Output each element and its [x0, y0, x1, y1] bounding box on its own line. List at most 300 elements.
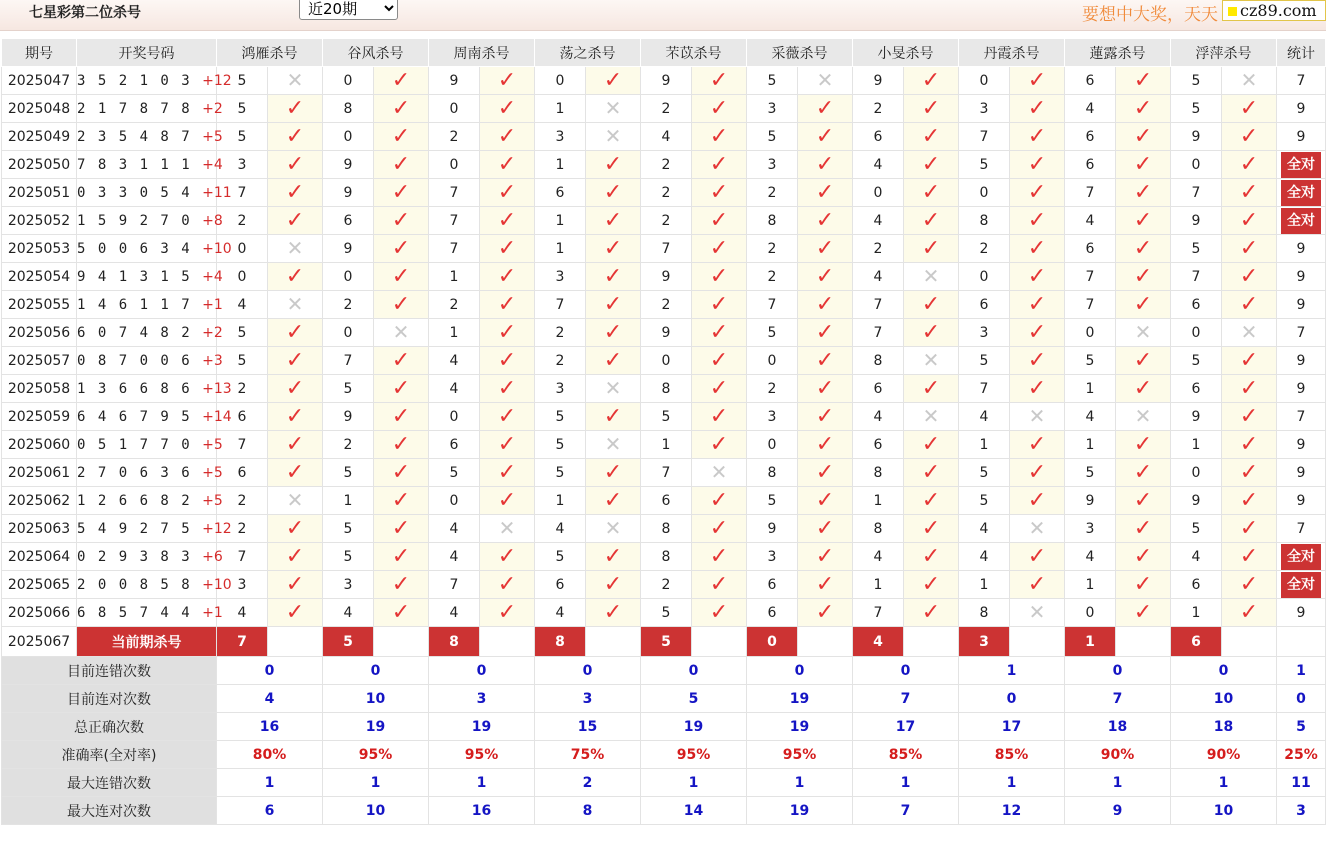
kill-number: 9: [1171, 487, 1222, 515]
tick-icon: ✓: [1239, 179, 1259, 205]
kill-number: 7: [1171, 179, 1222, 207]
tick-icon: ✓: [709, 263, 729, 289]
tick-icon-cell: [480, 207, 535, 235]
tick-icon-cell: [1010, 319, 1065, 347]
tick-icon: ✓: [603, 207, 623, 233]
tick-icon-cell: [1222, 543, 1277, 571]
period-select[interactable]: [299, 0, 398, 20]
tick-icon: ✓: [815, 207, 835, 233]
kill-number: 5: [217, 319, 268, 347]
kill-number: 1: [1065, 375, 1116, 403]
tick-icon-cell: [268, 431, 323, 459]
tick-icon: ✓: [1239, 95, 1259, 121]
summary-value: 19: [323, 713, 429, 741]
issue-cell: 2025047: [2, 67, 77, 95]
draw-cell: [77, 347, 223, 375]
table-row: [2, 431, 1326, 459]
row-stat: 7: [1277, 403, 1326, 431]
kill-number: 0: [535, 67, 586, 95]
tick-icon-cell: [692, 431, 747, 459]
tick-icon-cell: [268, 515, 323, 543]
draw-bonus: +8: [202, 212, 223, 229]
draw-bonus: +11: [202, 184, 232, 201]
promo-banner[interactable]: 要想中大奖，天天: [1082, 5, 1218, 25]
draw-cell: [77, 67, 232, 95]
tick-icon: ✓: [921, 543, 941, 569]
header-draw: 开奖号码: [77, 39, 217, 67]
tick-icon: ✓: [1239, 235, 1259, 261]
table-row: [2, 515, 1326, 543]
kill-number: 6: [429, 431, 480, 459]
table-row: [2, 571, 1326, 599]
tick-icon: ✓: [285, 347, 305, 373]
site-badge[interactable]: [1222, 0, 1326, 21]
tick-icon-cell: [904, 179, 959, 207]
kill-number: 2: [429, 123, 480, 151]
kill-number: 0: [323, 67, 374, 95]
tick-icon-cell: [798, 319, 853, 347]
tick-icon: ✓: [391, 571, 411, 597]
cross-icon: ✕: [498, 516, 516, 540]
draw-cell: [77, 95, 223, 123]
tick-icon-cell: [480, 375, 535, 403]
kill-number: 9: [323, 403, 374, 431]
kill-number: 4: [217, 291, 268, 319]
tick-icon: ✓: [921, 291, 941, 317]
tick-icon-cell: [1222, 459, 1277, 487]
tick-icon: ✓: [497, 179, 517, 205]
tick-icon: ✓: [921, 487, 941, 513]
kill-number: 5: [217, 347, 268, 375]
draw-bonus: +2: [202, 100, 223, 117]
kill-number: 5: [535, 403, 586, 431]
tick-icon-cell: [268, 179, 323, 207]
tick-icon: ✓: [1027, 291, 1047, 317]
tick-icon-cell: [798, 123, 853, 151]
tick-icon: ✓: [1027, 67, 1047, 93]
tick-icon-cell: [480, 347, 535, 375]
tick-icon-cell: [692, 263, 747, 291]
kill-number: 7: [429, 235, 480, 263]
tick-icon-cell: [904, 207, 959, 235]
tick-icon-cell: [480, 431, 535, 459]
tick-icon-cell: [1010, 235, 1065, 263]
cross-icon: ✕: [1028, 600, 1046, 624]
tick-icon-cell: [1010, 571, 1065, 599]
row-stat: 9: [1277, 459, 1326, 487]
tick-icon: ✓: [603, 235, 623, 261]
kill-number: 6: [853, 431, 904, 459]
kill-number: 4: [217, 599, 268, 627]
kill-number: 5: [1065, 459, 1116, 487]
tick-icon: ✓: [1027, 487, 1047, 513]
tick-icon-cell: [268, 263, 323, 291]
kill-number: 5: [747, 67, 798, 95]
tick-icon: ✓: [391, 459, 411, 485]
cross-icon: ✕: [1028, 516, 1046, 540]
draw-cell: [77, 431, 223, 459]
tick-icon: ✓: [1027, 571, 1047, 597]
cross-icon-cell: [692, 459, 747, 487]
draw-cell: [77, 319, 223, 347]
kill-number: 6: [747, 571, 798, 599]
cross-icon-cell: [904, 403, 959, 431]
cross-icon-cell: [586, 95, 641, 123]
tick-icon: ✓: [921, 459, 941, 485]
kill-number: 5: [323, 375, 374, 403]
summary-value: 5: [641, 685, 747, 713]
draw-cell: [77, 375, 232, 403]
summary-value: 1: [1171, 769, 1277, 797]
tick-icon-cell: [1116, 235, 1171, 263]
kill-number: 4: [1065, 403, 1116, 431]
current-gap: [1010, 627, 1065, 657]
kill-number: 8: [641, 375, 692, 403]
tick-icon-cell: [904, 543, 959, 571]
header-issue: 期号: [2, 39, 77, 67]
tick-icon: ✓: [285, 403, 305, 429]
kill-number: 4: [535, 599, 586, 627]
kill-number: 1: [535, 487, 586, 515]
tick-icon-cell: [268, 151, 323, 179]
row-stat: [1277, 571, 1326, 599]
tick-icon: ✓: [815, 291, 835, 317]
kill-number: 9: [641, 263, 692, 291]
row-stat: 7: [1277, 67, 1326, 95]
tick-icon-cell: [904, 123, 959, 151]
kill-number: 6: [323, 207, 374, 235]
tick-icon-cell: [268, 599, 323, 627]
header-row: [2, 39, 1326, 67]
draw-digits: 9 4 1 3 1 5: [77, 268, 203, 285]
draw-bonus: +14: [202, 408, 232, 425]
cross-icon: ✕: [922, 404, 940, 428]
kill-number: 5: [217, 95, 268, 123]
tick-icon: ✓: [709, 515, 729, 541]
tick-icon: ✓: [709, 347, 729, 373]
summary-value: 19: [747, 685, 853, 713]
cross-icon-cell: [586, 375, 641, 403]
tick-icon-cell: [1116, 543, 1171, 571]
tick-icon: ✓: [497, 403, 517, 429]
kill-number: 0: [959, 263, 1010, 291]
tick-icon: ✓: [921, 571, 941, 597]
kill-number: 6: [1065, 235, 1116, 263]
tick-icon: ✓: [497, 459, 517, 485]
tick-icon: ✓: [391, 291, 411, 317]
tick-icon-cell: [798, 179, 853, 207]
kill-number: 0: [429, 403, 480, 431]
summary-value: 2: [535, 769, 641, 797]
tick-icon-cell: [374, 95, 429, 123]
kill-number: 9: [1171, 123, 1222, 151]
tick-icon: ✓: [1239, 515, 1259, 541]
tick-icon: ✓: [603, 571, 623, 597]
tick-icon: ✓: [1239, 543, 1259, 569]
summary-row: [2, 657, 1326, 685]
summary-row: [2, 797, 1326, 825]
draw-cell: [77, 515, 232, 543]
cross-icon: ✕: [286, 488, 304, 512]
kill-number: 0: [323, 263, 374, 291]
kill-number: 0: [747, 347, 798, 375]
summary-value: 0: [217, 657, 323, 685]
tick-icon-cell: [374, 515, 429, 543]
summary-value: 17: [853, 713, 959, 741]
draw-bonus: +5: [202, 128, 223, 145]
tick-icon-cell: [374, 543, 429, 571]
tick-icon: ✓: [1239, 571, 1259, 597]
row-stat: [1277, 151, 1326, 179]
summary-label: 最大连错次数: [2, 769, 217, 797]
issue-cell: 2025049: [2, 123, 77, 151]
tick-icon: ✓: [391, 179, 411, 205]
tick-icon-cell: [268, 123, 323, 151]
tick-icon: ✓: [709, 151, 729, 177]
draw-digits: 7 8 3 1 1 1: [77, 156, 203, 173]
tick-icon-cell: [904, 319, 959, 347]
tick-icon: ✓: [1239, 403, 1259, 429]
tick-icon-cell: [1116, 347, 1171, 375]
kill-number: 9: [323, 151, 374, 179]
tick-icon-cell: [692, 319, 747, 347]
kill-number: 0: [429, 95, 480, 123]
kill-number: 3: [535, 375, 586, 403]
kill-number: 3: [747, 95, 798, 123]
header-expert-4: 荡之杀号: [535, 39, 641, 67]
kill-number: 1: [1171, 431, 1222, 459]
tick-icon-cell: [374, 571, 429, 599]
kill-number: 9: [853, 67, 904, 95]
kill-number: 3: [747, 403, 798, 431]
summary-stat: 3: [1277, 797, 1326, 825]
tick-icon: ✓: [497, 207, 517, 233]
header-expert-8: 丹霞杀号: [959, 39, 1065, 67]
tick-icon-cell: [480, 95, 535, 123]
cross-icon: ✕: [1134, 404, 1152, 428]
header-stat: 统计: [1277, 39, 1326, 67]
summary-value: 10: [1171, 797, 1277, 825]
kill-number: 2: [747, 235, 798, 263]
issue-cell: 2025054: [2, 263, 77, 291]
tick-icon-cell: [268, 319, 323, 347]
table-row: [2, 375, 1326, 403]
tick-icon-cell: [1222, 179, 1277, 207]
kill-number: 5: [1171, 95, 1222, 123]
kill-number: 5: [535, 431, 586, 459]
tick-icon: ✓: [921, 67, 941, 93]
summary-value: 9: [1065, 797, 1171, 825]
tick-icon: ✓: [391, 431, 411, 457]
cross-icon: ✕: [922, 348, 940, 372]
tick-icon-cell: [1116, 459, 1171, 487]
tick-icon: ✓: [603, 403, 623, 429]
tick-icon-cell: [1116, 151, 1171, 179]
row-stat: 9: [1277, 291, 1326, 319]
kill-number: 0: [747, 431, 798, 459]
tick-icon: ✓: [497, 123, 517, 149]
issue-cell: 2025058: [2, 375, 77, 403]
kill-number: 1: [535, 207, 586, 235]
kill-number: 6: [853, 375, 904, 403]
tick-icon: ✓: [1133, 487, 1153, 513]
tick-icon: ✓: [1239, 431, 1259, 457]
kill-number: 5: [641, 599, 692, 627]
tick-icon-cell: [480, 291, 535, 319]
table-row: [2, 95, 1326, 123]
kill-number: 5: [747, 487, 798, 515]
kill-number: 9: [429, 67, 480, 95]
tick-icon: ✓: [815, 431, 835, 457]
summary-row: [2, 713, 1326, 741]
kill-number: 1: [535, 95, 586, 123]
current-kill-10: 6: [1171, 627, 1222, 657]
kill-number: 1: [1065, 431, 1116, 459]
cross-icon: ✕: [604, 376, 622, 400]
summary-value: 1: [217, 769, 323, 797]
kill-number: 3: [535, 263, 586, 291]
tick-icon-cell: [374, 347, 429, 375]
kill-number: 2: [641, 179, 692, 207]
current-kill-5: 5: [641, 627, 692, 657]
cross-icon-cell: [374, 319, 429, 347]
tick-icon-cell: [798, 291, 853, 319]
tick-icon: ✓: [497, 95, 517, 121]
tick-icon: ✓: [497, 347, 517, 373]
tick-icon: ✓: [1027, 235, 1047, 261]
kill-number: 8: [747, 459, 798, 487]
tick-icon: ✓: [921, 123, 941, 149]
tick-icon: ✓: [391, 403, 411, 429]
summary-value: 16: [429, 797, 535, 825]
tick-icon: ✓: [709, 95, 729, 121]
row-stat: 9: [1277, 263, 1326, 291]
tick-icon: ✓: [1239, 151, 1259, 177]
draw-digits: 0 8 7 0 0 6: [77, 352, 203, 369]
kill-number: 5: [747, 123, 798, 151]
summary-value: 0: [747, 657, 853, 685]
tick-icon-cell: [268, 375, 323, 403]
tick-icon: ✓: [815, 179, 835, 205]
tick-icon: ✓: [497, 263, 517, 289]
summary-value: 1: [641, 769, 747, 797]
row-stat: 9: [1277, 235, 1326, 263]
all-correct-badge: 全对: [1281, 180, 1321, 206]
tick-icon-cell: [586, 235, 641, 263]
tick-icon: ✓: [603, 151, 623, 177]
kill-number: 7: [429, 179, 480, 207]
draw-bonus: +6: [202, 548, 223, 565]
cross-icon-cell: [904, 347, 959, 375]
tick-icon: ✓: [1133, 95, 1153, 121]
tick-icon-cell: [904, 599, 959, 627]
draw-digits: 2 1 7 8 7 8: [77, 100, 203, 117]
kill-number: 5: [641, 403, 692, 431]
summary-stat: 1: [1277, 657, 1326, 685]
tick-icon: ✓: [391, 487, 411, 513]
kill-number: 8: [959, 599, 1010, 627]
tick-icon: ✓: [709, 123, 729, 149]
tick-icon: ✓: [1027, 459, 1047, 485]
kill-number: 2: [429, 291, 480, 319]
kill-number: 5: [323, 459, 374, 487]
kill-number: 7: [853, 319, 904, 347]
tick-icon: ✓: [285, 459, 305, 485]
tick-icon: ✓: [709, 599, 729, 625]
tick-icon: ✓: [603, 319, 623, 345]
tick-icon-cell: [1222, 599, 1277, 627]
tick-icon: ✓: [921, 599, 941, 625]
kill-number: 6: [641, 487, 692, 515]
tick-icon-cell: [586, 151, 641, 179]
kill-number: 5: [323, 515, 374, 543]
kill-number: 4: [959, 543, 1010, 571]
kill-number: 4: [1065, 95, 1116, 123]
kill-number: 4: [1065, 207, 1116, 235]
draw-digits: 0 3 3 0 5 4: [77, 184, 203, 201]
kill-number: 6: [1171, 291, 1222, 319]
kill-number: 7: [853, 599, 904, 627]
draw-digits: 2 3 5 4 8 7: [77, 128, 203, 145]
kill-number: 2: [217, 487, 268, 515]
draw-cell: [77, 151, 223, 179]
tick-icon-cell: [692, 571, 747, 599]
tick-icon-cell: [480, 179, 535, 207]
cross-icon: ✕: [604, 432, 622, 456]
summary-value: 10: [1171, 685, 1277, 713]
issue-cell: 2025056: [2, 319, 77, 347]
tick-icon: ✓: [603, 347, 623, 373]
kill-number: 4: [853, 207, 904, 235]
tick-icon-cell: [480, 599, 535, 627]
summary-value: 0: [429, 657, 535, 685]
tick-icon: ✓: [603, 543, 623, 569]
kill-number: 4: [959, 515, 1010, 543]
cross-icon: ✕: [286, 292, 304, 316]
summary-stat: 11: [1277, 769, 1326, 797]
tick-icon-cell: [586, 67, 641, 95]
tick-icon-cell: [586, 403, 641, 431]
header-expert-7: 小旻杀号: [853, 39, 959, 67]
tick-icon: ✓: [921, 151, 941, 177]
summary-value: 19: [429, 713, 535, 741]
tick-icon-cell: [480, 123, 535, 151]
kill-number: 6: [217, 403, 268, 431]
kill-number: 1: [535, 151, 586, 179]
cross-icon: ✕: [816, 68, 834, 92]
tick-icon-cell: [798, 459, 853, 487]
tick-icon: ✓: [285, 599, 305, 625]
current-gap: [692, 627, 747, 657]
tick-icon: ✓: [815, 571, 835, 597]
summary-label: 目前连错次数: [2, 657, 217, 685]
tick-icon: ✓: [285, 543, 305, 569]
tick-icon: ✓: [1027, 319, 1047, 345]
tick-icon: ✓: [285, 207, 305, 233]
tick-icon-cell: [904, 151, 959, 179]
kill-number: 5: [1171, 235, 1222, 263]
summary-label: 目前连对次数: [2, 685, 217, 713]
tick-icon-cell: [692, 95, 747, 123]
tick-icon-cell: [1010, 151, 1065, 179]
summary-value: 90%: [1065, 741, 1171, 769]
tick-icon: ✓: [391, 95, 411, 121]
kill-number: 7: [641, 235, 692, 263]
tick-icon-cell: [1222, 403, 1277, 431]
tick-icon: ✓: [709, 319, 729, 345]
top-bar: [0, 0, 1326, 31]
tick-icon-cell: [268, 207, 323, 235]
